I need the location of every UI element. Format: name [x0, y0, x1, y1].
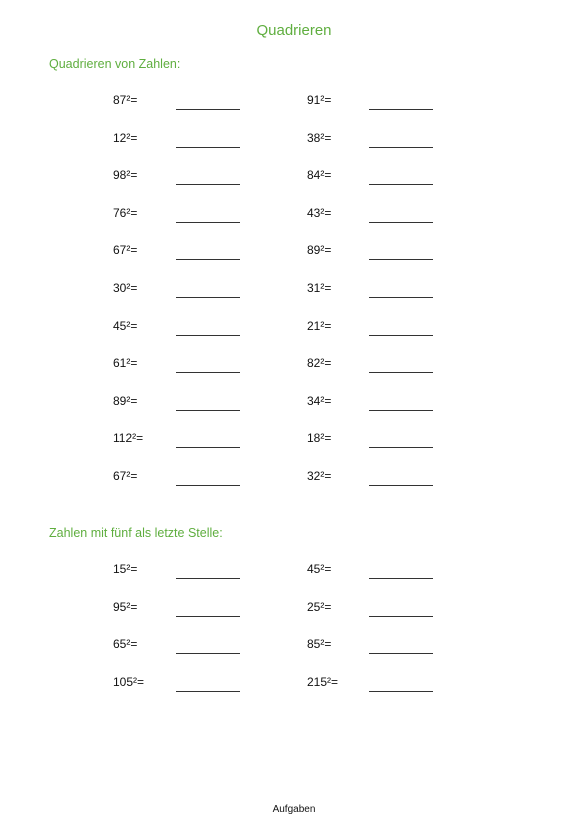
- square-problem: 76²=: [113, 205, 138, 220]
- square-problem: 45²=: [307, 562, 332, 576]
- answer-line[interactable]: [176, 335, 240, 336]
- square-problem: 43²=: [307, 205, 332, 220]
- square-problem: 15²=: [113, 562, 138, 576]
- answer-line[interactable]: [176, 447, 240, 448]
- answer-line[interactable]: [369, 653, 433, 654]
- square-problem: 84²=: [307, 168, 332, 183]
- square-problem: 61²=: [113, 356, 138, 371]
- square-problem: 112²=: [113, 431, 144, 446]
- square-problem: 21²=: [307, 318, 332, 333]
- answer-line[interactable]: [369, 616, 433, 617]
- answer-line[interactable]: [176, 109, 240, 110]
- answer-line[interactable]: [369, 410, 433, 411]
- section-heading: Zahlen mit fünf als letzte Stelle:: [49, 526, 223, 540]
- square-problem: 215²=: [307, 674, 339, 689]
- answer-line[interactable]: [369, 447, 433, 448]
- square-problem: 89²=: [113, 393, 138, 408]
- answer-line[interactable]: [369, 147, 433, 148]
- answer-line[interactable]: [176, 410, 240, 411]
- answer-line[interactable]: [176, 184, 240, 185]
- answer-line[interactable]: [369, 691, 433, 692]
- square-problem: 38²=: [307, 130, 332, 145]
- square-problem: 32²=: [307, 469, 332, 483]
- square-problem: 87²=: [113, 93, 138, 107]
- square-problem: 25²=: [307, 599, 332, 614]
- square-problem: 18²=: [307, 431, 332, 446]
- answer-line[interactable]: [176, 485, 240, 486]
- square-problem: 67²=: [113, 243, 138, 258]
- square-problem: 89²=: [307, 243, 332, 258]
- square-problem: 45²=: [113, 318, 138, 333]
- answer-line[interactable]: [369, 578, 433, 579]
- square-problem: 95²=: [113, 599, 138, 614]
- square-problem: 91²=: [307, 93, 332, 107]
- answer-line[interactable]: [176, 147, 240, 148]
- answer-line[interactable]: [176, 653, 240, 654]
- answer-line[interactable]: [369, 335, 433, 336]
- answer-line[interactable]: [369, 485, 433, 486]
- answer-line[interactable]: [176, 691, 240, 692]
- square-problem: 98²=: [113, 168, 138, 183]
- answer-line[interactable]: [176, 297, 240, 298]
- answer-line[interactable]: [369, 259, 433, 260]
- answer-line[interactable]: [176, 616, 240, 617]
- square-problem: 67²=: [113, 469, 138, 483]
- answer-line[interactable]: [369, 372, 433, 373]
- square-problem: 31²=: [307, 281, 332, 295]
- answer-line[interactable]: [369, 109, 433, 110]
- square-problem: 85²=: [307, 637, 332, 652]
- answer-line[interactable]: [176, 222, 240, 223]
- answer-line[interactable]: [176, 259, 240, 260]
- square-problem: 82²=: [307, 356, 332, 371]
- answer-line[interactable]: [369, 184, 433, 185]
- page-footer: Aufgaben: [272, 804, 316, 815]
- square-problem: 65²=: [113, 637, 138, 652]
- answer-line[interactable]: [176, 372, 240, 373]
- answer-line[interactable]: [369, 297, 433, 298]
- square-problem: 105²=: [113, 674, 145, 689]
- answer-line[interactable]: [176, 578, 240, 579]
- answer-line[interactable]: [369, 222, 433, 223]
- worksheet-title: Quadrieren: [256, 22, 332, 39]
- square-problem: 34²=: [307, 393, 332, 408]
- square-problem: 12²=: [113, 130, 138, 145]
- section-heading: Quadrieren von Zahlen:: [49, 57, 181, 71]
- square-problem: 30²=: [113, 281, 138, 295]
